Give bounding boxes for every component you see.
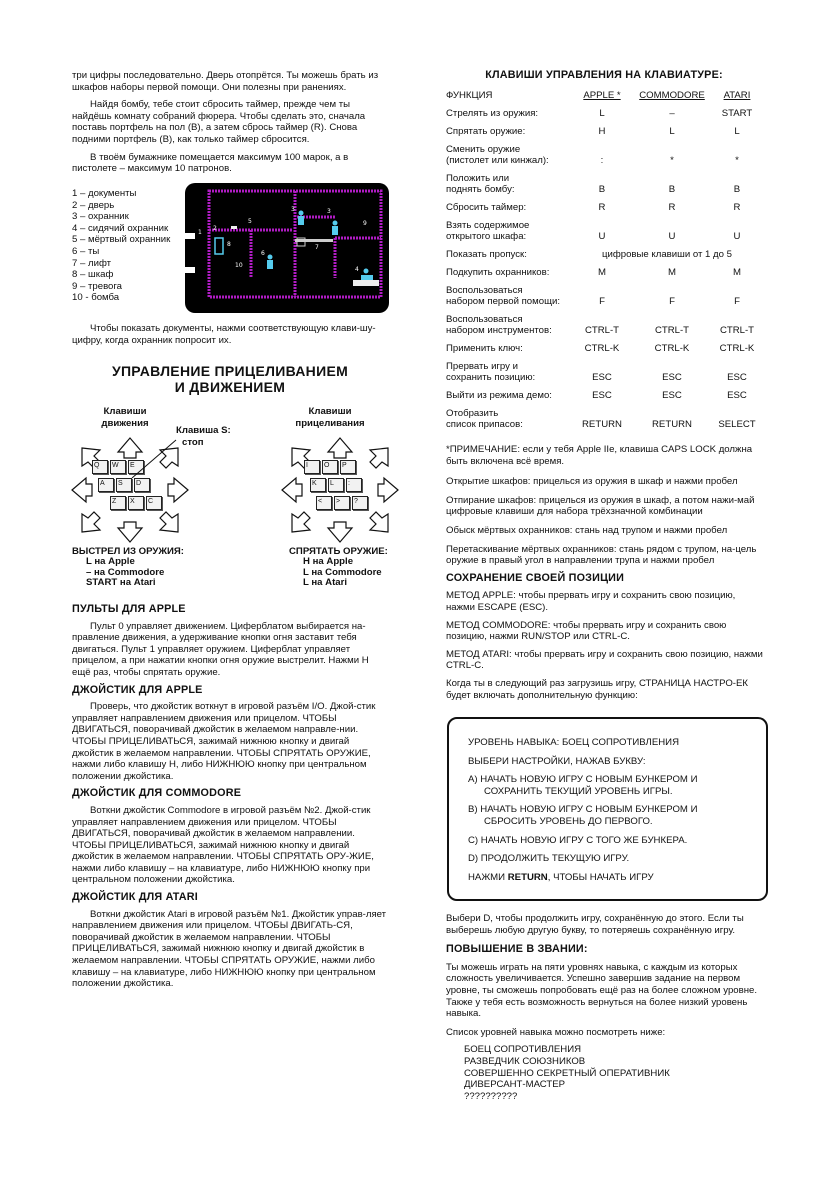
documents-paragraph: Чтобы показать документы, нажми соответствующую клави-шу-цифру, когда охранник попросит их. [72, 323, 376, 346]
row-apple: CTRL-T [584, 324, 620, 336]
row-function: Применить ключ: [446, 342, 523, 354]
table-header-row [446, 87, 762, 101]
key-w: W [110, 460, 126, 474]
row-apple: : [600, 154, 604, 166]
key-less: < [316, 496, 332, 510]
map-number: 3 [327, 208, 331, 215]
legend-item: 2 – дверь [72, 199, 115, 211]
box-option-b-2: СБРОСИТЬ УРОВЕНЬ ДО ПЕРВОГО. [484, 815, 653, 827]
legend-item: 5 – мёртвый охранник [72, 234, 171, 246]
key-colon: : [346, 478, 362, 492]
row-function-line-1: Отобразить [446, 407, 499, 419]
key-p: P [340, 460, 356, 474]
key-question: ? [352, 496, 368, 510]
aim-title-line-2: И ДВИЖЕНИЕМ [174, 379, 286, 395]
table-row [446, 354, 762, 383]
row-atari: R [733, 201, 741, 213]
fire-line: L на Apple [86, 556, 135, 568]
save-section-title: СОХРАНЕНИЕ СВОЕЙ ПОЗИЦИИ [446, 571, 625, 584]
table-row [446, 307, 762, 336]
save-atari-text: МЕТОД ATARI: чтобы прервать игру и сохранить свою позицию, нажми CTRL-C. [446, 648, 763, 672]
box-press-return [468, 872, 748, 884]
key-a: A [98, 478, 114, 492]
col-header-apple: APPLE * [583, 89, 621, 101]
row-apple: ESC [592, 389, 612, 401]
row-apple: F [599, 295, 605, 307]
list-item: РАЗВЕДЧИК СОЮЗНИКОВ [464, 1055, 586, 1067]
row-function: поднять бомбу: [446, 183, 515, 195]
intro-paragraph-3: В твоём бумажнике помещается максимум 100 марок, а в пистолете – максимум 10 патронов. [72, 151, 349, 175]
row-function-line-1: Взять содержимое [446, 219, 530, 231]
col-header-atari: ATARI [723, 89, 751, 101]
map-number: 10 [235, 262, 243, 269]
row-function: открытого шкафа: [446, 230, 527, 242]
commodore-joystick-text: Воткни джойстик Commodore в игровой разъём №2. Джой-стик управляет направлением движения или прицелом. ЧТОБЫ ДВИГАТЬСЯ, поворачивай джойстик в желаемом направлении. ЧТОБЫ ПРИЦЕЛИВАТЬСЯ, зажимай нижнюю кнопку и двигай джойстик в желаемом направлении. ЧТОБЫ СПРЯТАТЬ ОРУ-ЖИЕ, нажми либо клавишу – на клавиатуре, либо НИЖНЮЮ кнопку при центральном положении джойстика. [72, 804, 374, 886]
row-apple: RETURN [582, 418, 622, 430]
key-greater: > [334, 496, 350, 510]
row-atari: L [734, 125, 740, 137]
after-box-text: Выбери D, чтобы продолжить игру, сохранённую до этого. Если ты выберешь любую другую букву, то потеряешь сохранённую игру. [446, 913, 744, 936]
tip-search-guards: Обыск мёртвых охранников: стань над трупом и нажми пробел [446, 524, 728, 536]
aim-keys-label-2: прицеливания [295, 417, 365, 429]
rank-text: Ты можешь играть на пяти уровнях навыка, с каждым из которых сложность увеличивается. Успешно завершив задание на первом уровне, ты сможешь попробовать ещё раз на более сложном уровне. Также у тебя есть возможность вернуться на более низкий уровень навыка. [446, 961, 758, 1020]
stop-key-label-1: Клавиша S: [176, 425, 231, 436]
row-function-line-1: Сменить оружие [446, 143, 521, 155]
map-number: 1 [198, 229, 202, 236]
table-row [446, 242, 762, 260]
table-row [446, 383, 762, 401]
row-function: Спрятать оружие: [446, 125, 526, 137]
row-function: Подкупить охранников: [446, 266, 550, 278]
intro-paragraph-1: три цифры последовательно. Дверь отопрётся. Ты можешь брать из шкафов наборы первой помощи. Они полезны при ранениях. [72, 70, 379, 93]
key-o: O [322, 460, 338, 474]
box-option-a: A) НАЧАТЬ НОВУЮ ИГРУ С НОВЫМ БУНКЕРОМ И [468, 774, 698, 786]
atari-joystick-text: Воткни джойстик Atari в игровой разъём №1. Джойстик управ-ляет направлением движения или прицелом. ЧТОБЫ ДВИГАТЬ-СЯ, поворачивай джойстик в желаемом направлении. ЧТОБЫ ПРИЦЕЛИВАТЬСЯ, зажимай нижнюю кнопку и двигай джойстик в желаемом направлении. ЧТОБЫ СПРЯТАТЬ ОРУЖИЕ, нажми либо клавишу – на клавиатуре, либо НИЖНЮЮ кнопку при центральном положении джойстика. [72, 908, 387, 990]
map-number: 3 [291, 206, 295, 213]
map-number: 7 [315, 244, 319, 251]
tip-open-lockers: Открытие шкафов: прицелься из оружия в шкаф и нажми пробел [446, 476, 738, 488]
move-keys-label-1: Клавиши [103, 406, 147, 417]
tip-unlock-lockers: Отпирание шкафов: прицелься из оружия в шкаф, а потом нажи-май цифровые клавиши для набора трёхзначной комбинации [446, 494, 755, 518]
row-apple: H [598, 125, 606, 137]
map-number: 9 [363, 220, 367, 227]
row-apple: R [598, 201, 606, 213]
key-k: K [310, 478, 326, 492]
row-function: Показать пропуск: [446, 248, 527, 260]
legend-item: 1 – документы [72, 188, 137, 199]
table-row [446, 278, 762, 307]
row-commodore: – [669, 107, 675, 119]
commodore-joystick-title: ДЖОЙСТИК ДЛЯ COMMODORE [72, 787, 242, 800]
atari-joystick-title: ДЖОЙСТИК ДЛЯ ATARI [72, 891, 198, 904]
keyboard-controls-title: КЛАВИШИ УПРАВЛЕНИЯ НА КЛАВИАТУРЕ: [485, 69, 723, 81]
col-header-commodore: COMMODORE [639, 89, 705, 101]
legend-item: 10 - бомба [72, 292, 120, 304]
fire-line: START на Atari [86, 577, 156, 589]
row-apple: B [598, 183, 606, 195]
row-function-line-1: Воспользоваться [446, 313, 523, 325]
key-e: E [128, 460, 144, 474]
row-atari: START [721, 107, 753, 119]
key-q: Q [92, 460, 108, 474]
list-item: СОВЕРШЕННО СЕКРЕТНЫЙ ОПЕРАТИВНИК [464, 1067, 670, 1079]
apple-paddles-title: ПУЛЬТЫ ДЛЯ APPLE [72, 603, 186, 615]
map-number: 2 [213, 225, 217, 232]
controllers-section [72, 604, 388, 990]
row-function: набором первой помощи: [446, 295, 560, 307]
table-row [446, 336, 762, 354]
row-commodore: U [668, 230, 676, 242]
row-atari: M [733, 266, 741, 278]
list-item: ?????????? [464, 1090, 518, 1102]
table-row [446, 213, 762, 242]
row-commodore: RETURN [652, 418, 692, 430]
stop-key-label-2: стоп [182, 436, 204, 448]
map-number: 4 [355, 266, 359, 273]
key-s: S [116, 478, 132, 492]
list-item: БОЕЦ СОПРОТИВЛЕНИЯ [464, 1044, 582, 1056]
aim-keys-label [280, 406, 380, 429]
box-option-b: B) НАЧАТЬ НОВУЮ ИГРУ С НОВЫМ БУНКЕРОМ И [468, 804, 698, 816]
legend-item: 6 – ты [72, 245, 100, 257]
box-option-c: C) НАЧАТЬ НОВУЮ ИГРУ С ТОГО ЖЕ БУНКЕРА. [468, 834, 688, 846]
list-item: ДИВЕРСАНТ-МАСТЕР [464, 1079, 566, 1091]
rank-list-intro: Список уровней навыка можно посмотреть ниже: [446, 1026, 666, 1038]
row-atari: F [734, 295, 740, 307]
stop-pointer-line [130, 436, 180, 482]
table-row [446, 195, 762, 213]
row-function: (пистолет или кинжал): [446, 154, 549, 166]
fire-weapon-block [72, 547, 184, 589]
hide-line: L на Commodore [303, 566, 382, 578]
row-function-line-1: Воспользоваться [446, 284, 523, 296]
row-apple: ESC [592, 371, 612, 383]
legend-item: 4 – сидячий охранник [72, 222, 169, 234]
right-notes [446, 444, 764, 701]
table-row [446, 137, 762, 166]
row-atari: B [733, 183, 741, 195]
rank-title: ПОВЫШЕНИЕ В ЗВАНИИ: [446, 943, 588, 956]
row-apple: L [599, 107, 605, 119]
key-z: Z [110, 496, 126, 510]
key-d: D [134, 478, 150, 492]
legend-item: 3 – охранник [72, 211, 129, 223]
key-i: I [304, 460, 320, 474]
row-apple: M [598, 266, 606, 278]
save-commodore-text: МЕТОД COMMODORE: чтобы прервать игру и сохранить свою позицию, нажми RUN/STOP или CTRL-C. [446, 619, 727, 643]
aim-title-line-1: УПРАВЛЕНИЕ ПРИЦЕЛИВАНИЕМ [111, 363, 349, 379]
press-text: НАЖМИ [468, 871, 508, 883]
table-row [446, 166, 762, 195]
controls-table [446, 87, 762, 430]
row-atari: U [733, 230, 741, 242]
map-number: 5 [248, 218, 252, 225]
row-pass-keys: цифровые клавиши от 1 до 5 [602, 248, 732, 260]
apple-joystick-title: ДЖОЙСТИК ДЛЯ APPLE [72, 683, 203, 696]
key-x: X [128, 496, 144, 510]
rank-section [446, 913, 764, 1102]
row-atari: * [735, 154, 739, 166]
row-function: набором инструментов: [446, 324, 552, 336]
key-c: C [146, 496, 162, 510]
fire-line: – на Commodore [86, 566, 165, 578]
row-apple: CTRL-K [584, 342, 620, 354]
row-function-line-1: Прервать игру и [446, 360, 518, 372]
legend-item: 7 – лифт [72, 257, 112, 269]
map-number: 8 [227, 241, 231, 248]
row-commodore: M [668, 266, 676, 278]
move-keys-label-2: движения [101, 417, 149, 429]
row-function: список припасов: [446, 418, 523, 430]
box-option-d: D) ПРОДОЛЖИТЬ ТЕКУЩУЮ ИГРУ. [468, 853, 630, 865]
table-row [446, 401, 762, 430]
table-row [446, 101, 762, 119]
row-commodore: CTRL-K [654, 342, 690, 354]
legend-item: 8 – шкаф [72, 269, 114, 281]
table-row [446, 119, 762, 137]
row-commodore: CTRL-T [654, 324, 690, 336]
row-function-line-1: Положить или [446, 172, 510, 184]
rank-list [446, 1044, 764, 1102]
row-atari: ESC [727, 371, 747, 383]
to-start-text: , ЧТОБЫ НАЧАТЬ ИГРУ [547, 871, 654, 883]
move-keys-label [95, 406, 155, 429]
box-choose-settings: ВЫБЕРИ НАСТРОЙКИ, НАЖАВ БУКВУ: [468, 755, 646, 767]
apple-joystick-text: Проверь, что джойстик воткнут в игровой разъём I/O. Джой-стик управляет направлением движения или прицелом. ЧТОБЫ ДВИГАТЬСЯ, поворачивай джойстик в желаемом направле-нии. ЧТОБЫ ПРИЦЕЛИВАТЬСЯ, зажимай нижнюю кнопку и двигай джойстик в желаемом направлении. ЧТОБЫ СПРЯТАТЬ ОРУЖИЕ, нажми либо клавишу H, либо НИЖНЮЮ кнопку при центральном положении джойстика. [72, 701, 376, 782]
intro-paragraph-2: Найдя бомбу, тебе стоит сбросить таймер, прежде чем ты найдёшь комнату собраний фюрера. Чтобы сделать это, сначала поставь портфель на пол (B), а затем сбрось таймер (R). Снова подними портфель (B), как только таймер сбросится. [72, 99, 366, 145]
apple-paddles-text: Пульт 0 управляет движением. Циферблатом выбирается на-правление движения, а удерживание кнопки огня заставит тебя двигаться. Пульт 1 управляет оружием. Циферблат управляет прицелом, а при нажатии кнопки огня оружие выстрелит. Нажми H ещё раз, чтобы спрятать оружие. [72, 620, 369, 678]
key-l: L [328, 478, 344, 492]
row-function: Выйти из режима демо: [446, 389, 552, 401]
game-screenshot [185, 183, 389, 313]
game-map-graphic [185, 183, 389, 313]
row-function: Сбросить таймер: [446, 201, 527, 213]
row-commodore: B [668, 183, 676, 195]
save-apple-text: МЕТОД APPLE: чтобы прервать игру и сохранить свою позицию, нажми ESCAPE (ESC). [446, 590, 736, 613]
map-number: 6 [261, 250, 265, 257]
row-atari: CTRL-K [719, 342, 755, 354]
hide-line: L на Atari [303, 577, 348, 589]
table-row [446, 260, 762, 278]
row-function: Стрелять из оружия: [446, 107, 539, 119]
save-next-load-text: Когда ты в следующий раз загрузишь игру, СТРАНИЦА НАСТРО-ЕК будет включать дополнительную функцию: [446, 677, 748, 701]
apple-iie-note: *ПРИМЕЧАНИЕ: если у тебя Apple IIe, клавиша CAPS LOCK должна быть включена всё время. [446, 444, 753, 467]
row-commodore: F [669, 295, 675, 307]
row-commodore: L [669, 125, 675, 137]
row-commodore: ESC [662, 371, 682, 383]
tip-drag-guards: Перетаскивание мёртвых охранников: стань рядом с трупом, на-цель оружие в правый угол в направлении трупа и нажми пробел [446, 543, 757, 567]
row-commodore: R [668, 201, 676, 213]
legend-item: 9 – тревога [72, 280, 123, 292]
aim-section-title [72, 363, 388, 395]
hide-weapon-title: СПРЯТАТЬ ОРУЖИЕ: [289, 546, 388, 557]
row-atari: CTRL-T [719, 324, 755, 336]
hide-line: H на Apple [303, 556, 354, 568]
left-column [72, 70, 388, 175]
aim-keys-label-1: Клавиши [308, 406, 352, 417]
row-commodore: * [670, 154, 674, 166]
row-function: сохранить позицию: [446, 371, 536, 383]
screen-legend [72, 188, 184, 304]
row-atari: SELECT [718, 418, 756, 430]
settings-screen-box [447, 717, 768, 901]
col-header-function: ФУНКЦИЯ [446, 89, 493, 101]
row-apple: U [598, 230, 606, 242]
return-key-text: RETURN [507, 871, 548, 883]
box-option-a-2: СОХРАНИТЬ ТЕКУЩИЙ УРОВЕНЬ ИГРЫ. [484, 785, 673, 797]
hide-weapon-block [289, 547, 388, 589]
row-atari: ESC [727, 389, 747, 401]
fire-weapon-title: ВЫСТРЕЛ ИЗ ОРУЖИЯ: [72, 546, 184, 557]
row-commodore: ESC [662, 389, 682, 401]
box-skill-level: УРОВЕНЬ НАВЫКА: БОЕЦ СОПРОТИВЛЕНИЯ [468, 737, 680, 748]
